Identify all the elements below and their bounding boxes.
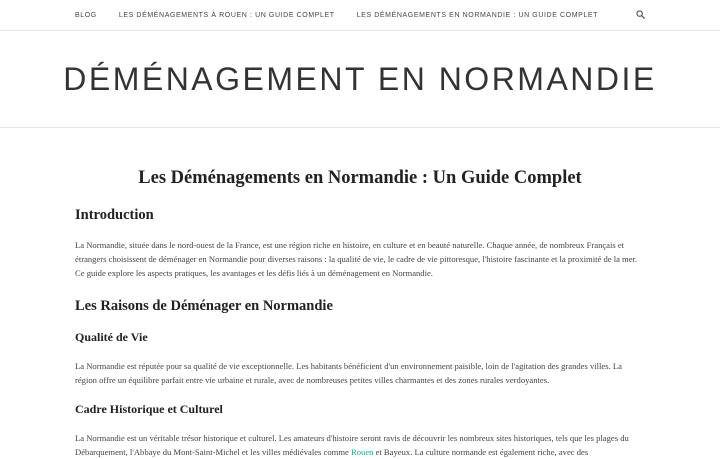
nav-item-blog[interactable]: BLOG <box>75 11 97 19</box>
reasons-heading: Les Raisons de Déménager en Normandie <box>75 298 333 314</box>
history-heading: Cadre Historique et Culturel <box>75 402 223 416</box>
history-text-end: et Bayeux. La culture normande est également riche, avec des <box>373 447 589 457</box>
history-paragraph <box>75 431 645 459</box>
site-header <box>0 31 720 128</box>
quality-heading: Qualité de Vie <box>75 330 148 344</box>
history-text-start: La Normandie est un véritable trésor historique et culturel. Les amateurs d'histoire seront ravis de découvrir les nombreux sites historiques, tels que les plages du Débarquement, l'Abbaye du Mont-Saint-Michel et les villes médiévales comme <box>75 433 629 457</box>
site-title[interactable]: DÉMÉNAGEMENT EN NORMANDIE <box>63 60 657 97</box>
article-content <box>0 168 720 459</box>
nav-links <box>0 12 620 19</box>
quality-paragraph: La Normandie est réputée pour sa qualité de vie exceptionnelle. Les habitants bénéficient d'un environnement paisible, loin de l'agitation des grandes villes. La région offre un équilibre parfait entre vie urbaine et rurale, avec de nombreuses petites villes charmantes et des zones rurales verdoyantes. <box>75 361 622 385</box>
intro-paragraph: La Normandie, située dans le nord-ouest de la France, est une région riche en histoire, en culture et en beauté naturelle. Chaque année, de nombreux Français et étrangers choisissent de déménager en Normandie pour diverses raisons : la qualité de vie, le cadre de vie pittoresque, l'histoire fascinante et la proximité de la mer. Ce guide explore les aspects pratiques, les avantages et les défis liés à un déménagement en Normandie. <box>75 240 638 278</box>
intro-heading: Introduction <box>75 207 154 223</box>
page-title: Les Déménagements en Normandie : Un Guide Complet <box>138 168 582 188</box>
top-navigation <box>0 0 720 31</box>
rouen-link[interactable]: Rouen <box>351 447 374 457</box>
nav-item-rouen-guide[interactable]: LES DÉMÉNAGEMENTS À ROUEN : UN GUIDE COMPLET <box>118 11 335 19</box>
nav-item-normandie-guide[interactable]: LES DÉMÉNAGEMENTS EN NORMANDIE : UN GUIDE COMPLET <box>356 11 599 19</box>
search-icon[interactable] <box>636 10 645 19</box>
